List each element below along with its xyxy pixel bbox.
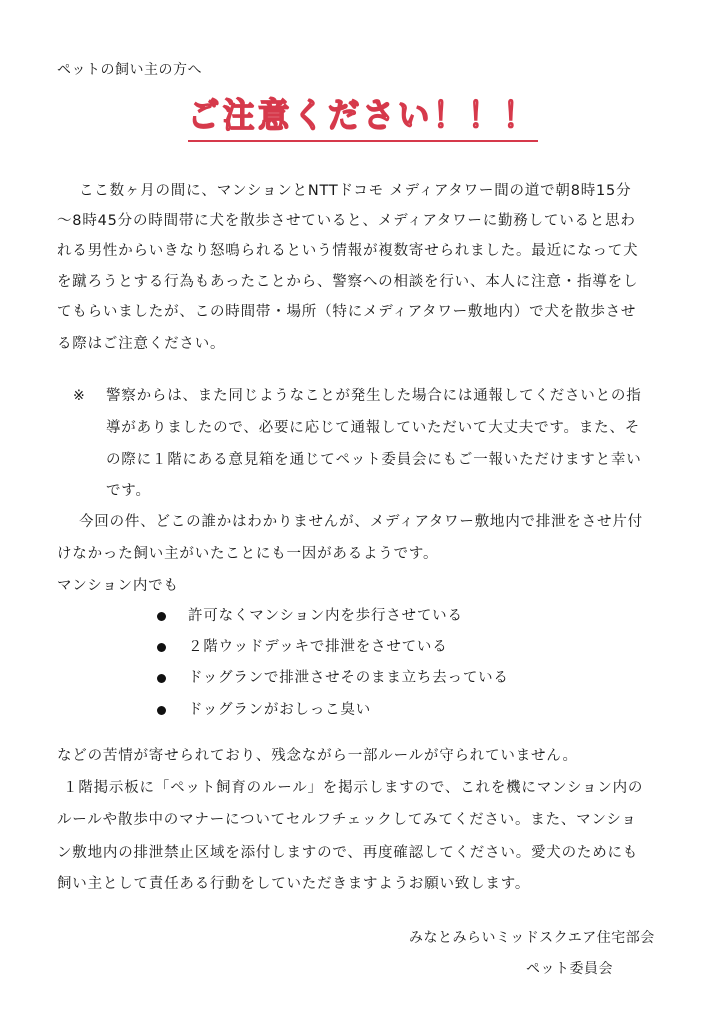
- complaint-item: ドッグランがおしっこ臭い: [188, 702, 372, 718]
- addressee: ペットの飼い主の方へ: [57, 62, 202, 78]
- signature-organization: みなとみらいミッドスクエア住宅部会: [409, 930, 655, 946]
- headline: ご注意ください！！！: [188, 96, 538, 136]
- paragraph2-line: けなかった飼い主がいたことにも一因があるようです。: [57, 546, 439, 562]
- headline-block: [188, 94, 538, 146]
- note-line: です。: [106, 483, 151, 499]
- signature-committee: ペット委員会: [526, 961, 613, 977]
- paragraph1-line: ここ数ヶ月の間に、マンションとNTTドコモ メディアタワー間の道で朝8時15分: [79, 183, 632, 199]
- paragraph3-line: 飼い主として責任ある行動をしていただきますようお願い致します。: [57, 876, 531, 892]
- headline-underline: [188, 140, 538, 142]
- paragraph3-line: １階掲示板に「ペット飼育のルール」を掲示しますので、これを機にマンション内の: [63, 780, 644, 796]
- paragraph1-line: ～8時45分の時間帯に犬を散歩させていると、メディアタワーに勤務していると思わ: [57, 213, 636, 229]
- complaint-item: ２階ウッドデッキで排泄をさせている: [188, 639, 448, 655]
- note-mark: ※: [73, 388, 85, 404]
- note-line: 導がありましたので、必要に応じて通報していただいて大丈夫です。また、そ: [106, 420, 641, 436]
- note-line: の際に１階にある意見箱を通じてペット委員会にもご一報いただけますと幸い: [106, 452, 642, 468]
- note-line: 警察からは、また同じようなことが発生した場合には通報してくださいとの指: [106, 388, 642, 404]
- paragraph1-line: る際はご注意ください。: [57, 336, 226, 352]
- bullet-icon: [157, 643, 166, 652]
- paragraph1-line: れる男性からいきなり怒鳴られるという情報が複数寄せられました。最近になって犬: [57, 243, 639, 259]
- bullet-icon: [157, 706, 166, 715]
- paragraph3-line: ルールや散歩中のマナーについてセルフチェックしてみてください。また、マンショ: [57, 812, 637, 828]
- bullet-icon: [157, 674, 166, 683]
- complaint-item: ドッグランで排泄させそのまま立ち去っている: [188, 670, 509, 686]
- paragraph3-line: などの苦情が寄せられており、残念ながら一部ルールが守られていません。: [57, 748, 578, 764]
- paragraph3-line: ン敷地内の排泄禁止区域を添付しますので、再度確認してください。愛犬のためにも: [57, 845, 639, 861]
- paragraph1-line: てもらいましたが、この時間帯・場所（特にメディアタワー敷地内）で犬を散歩させ: [57, 304, 637, 320]
- paragraph2-line: マンション内でも: [57, 578, 179, 594]
- bullet-icon: [157, 612, 166, 621]
- complaint-item: 許可なくマンション内を歩行させている: [188, 608, 463, 624]
- paragraph2-line: 今回の件、どこの誰かはわかりませんが、メディアタワー敷地内で排泄をさせ片付: [79, 514, 643, 530]
- paragraph1-line: を蹴ろうとする行為もあったことから、警察への相談を行い、本人に注意・指導をし: [57, 274, 639, 290]
